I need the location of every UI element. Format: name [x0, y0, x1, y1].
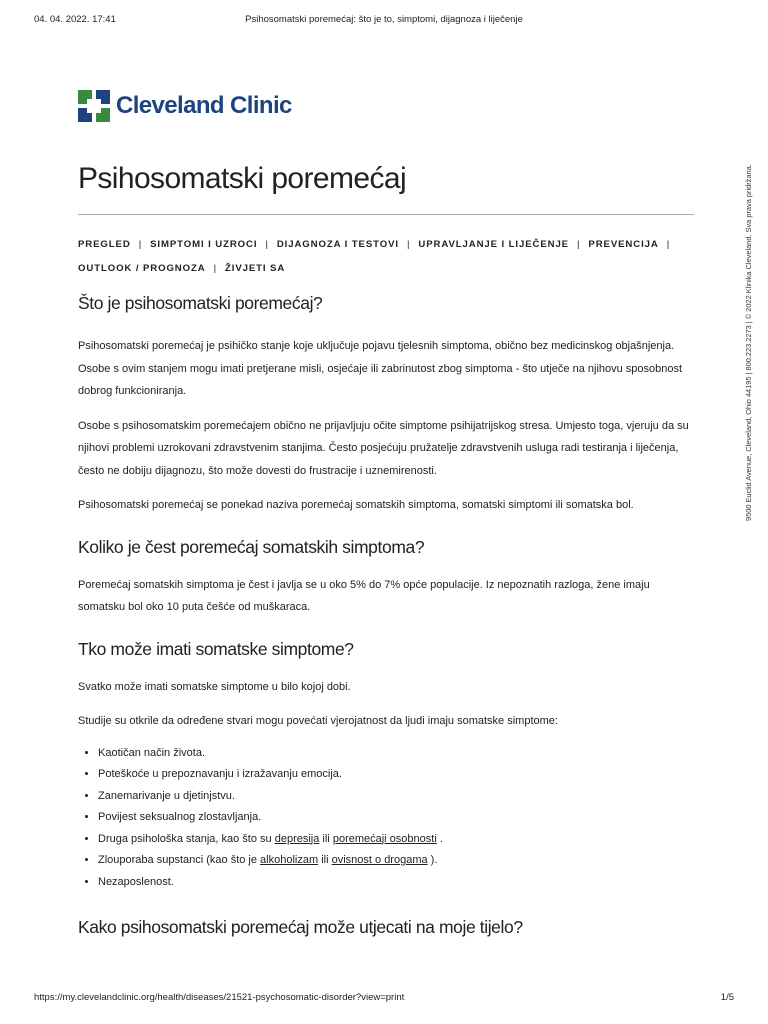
page-number: 1/5 — [720, 992, 734, 1003]
list-item-text: . — [439, 832, 443, 845]
paragraph: Poremećaj somatskih simptoma je čest i javlja se u oko 5% do 7% opće populacije. Iz nepoznatih razloga, žene imaju somatsku bol oko 10 puta češće od muškaraca. — [78, 578, 650, 613]
cleveland-clinic-cross-icon — [78, 90, 110, 122]
section-heading-who-can-have: Tko može imati somatske simptome? — [78, 638, 354, 659]
nav-link-pregled[interactable]: PREGLED — [78, 239, 131, 250]
list-item-text: ). — [430, 854, 438, 866]
list-item: • Kaotičan način života. — [98, 743, 694, 765]
section-nav — [78, 233, 694, 281]
list-item-text: ili — [322, 832, 330, 845]
title-divider — [78, 214, 694, 215]
section-heading-what-is: Što je psihosomatski poremećaj? — [78, 293, 323, 313]
link-poremecaji-osobnosti[interactable]: poremećaji osobnosti — [332, 832, 437, 845]
nav-separator: | — [213, 263, 217, 274]
paragraph: Osobe s psihosomatskim poremećajem obično ne prijavljuju očite simptome psihijatrijskog stresa. Umjesto toga, vjeruju da su njihovi problemi uzrokovani zdravstvenim stanjima. Često posjećuju pružatelje zdravstvenih usluga radi testiranja i liječenja, često ne dobiju dijagnozu, što može dovesti do frustracije i uznemirenosti. — [78, 419, 689, 477]
print-document-title: Psihosomatski poremećaj: što je to, simptomi, dijagnoza i liječenje — [245, 14, 523, 25]
cleveland-clinic-logo[interactable] — [78, 90, 292, 122]
page-title: Psihosomatski poremećaj — [78, 162, 407, 195]
paragraph: Svatko može imati somatske simptome u bilo kojoj dobi. — [78, 680, 351, 693]
nav-separator: | — [138, 239, 143, 250]
nav-separator: | — [666, 239, 671, 250]
contact-copyright-note: 9500 Euclid Avenue, Cleveland, Ohio 44195 | 800.223.2273 | © 2022 Klinika Cleveland. Sva prava pridržana. — [744, 164, 753, 521]
nav-link-dijagnoza-i-testovi[interactable]: DIJAGNOZA I TESTOVI — [276, 239, 399, 250]
section-heading-body-effects: Kako psihosomatski poremećaj može utjecati na moje tijelo? — [78, 917, 523, 937]
print-footer — [34, 992, 734, 1008]
link-alkoholizam[interactable]: alkoholizam — [260, 854, 319, 866]
paragraph: Psihosomatski poremećaj je psihičko stanje koje uključuje pojavu tjelesnih simptoma, obično bez medicinskog objašnjenja. Osobe s ovim stanjem mogu imati pretjerane misli, osjećaje ili zabrinutost zbog simptoma - što utječe na njihovu sposobnost dobrog funkcioniranja. — [78, 340, 683, 397]
list-item: • Zanemarivanje u djetinjstvu. — [98, 786, 694, 808]
list-item — [98, 829, 694, 851]
print-url: https://my.clevelandclinic.org/health/diseases/21521-psychosomatic-disorder?view=print — [34, 992, 405, 1003]
nav-link-prevencija[interactable]: PREVENCIJA — [588, 239, 659, 250]
list-item-text: ili — [321, 854, 329, 866]
list-item: • Nezaposlenost. — [98, 872, 694, 894]
list-item: • Poteškoće u prepoznavanju i izražavanju emocija. — [98, 764, 694, 786]
risk-factor-list — [78, 743, 694, 894]
nav-link-outlook-prognoza[interactable]: OUTLOOK / PROGNOZA — [78, 263, 206, 274]
logo-wordmark: Cleveland Clinic — [116, 92, 292, 119]
nav-separator: | — [406, 239, 411, 250]
list-item: • Povijest seksualnog zlostavljanja. — [98, 807, 694, 829]
nav-link-upravljanje-i-lijecenje[interactable]: UPRAVLJANJE I LIJEČENJE — [418, 239, 569, 250]
list-item-text: Zlouporaba supstanci (kao što je — [98, 854, 257, 866]
list-item — [98, 850, 694, 872]
print-header — [34, 14, 734, 30]
paragraph: Studije su otkrile da određene stvari mogu povećati vjerojatnost da ljudi imaju somatske simptome: — [78, 715, 558, 727]
link-depresija[interactable]: depresija — [274, 832, 320, 845]
nav-link-simptomi-i-uzroci[interactable]: SIMPTOMI I UZROCI — [150, 239, 258, 250]
section-heading-prevalence: Koliko je čest poremećaj somatskih simptoma? — [78, 536, 425, 557]
nav-separator: | — [576, 239, 581, 250]
nav-separator: | — [265, 239, 269, 250]
article-content — [78, 293, 694, 938]
nav-link-zivjeti-sa[interactable]: ŽIVJETI SA — [225, 263, 286, 274]
paragraph: Psihosomatski poremećaj se ponekad naziva poremećaj somatskih simptoma, somatski simptomi ili somatska bol. — [78, 499, 634, 511]
print-timestamp: 04. 04. 2022. 17:41 — [34, 14, 116, 25]
list-item-text: Druga psihološka stanja, kao što su — [98, 832, 272, 845]
link-ovisnost-o-drogama[interactable]: ovisnost o drogama — [331, 854, 428, 866]
